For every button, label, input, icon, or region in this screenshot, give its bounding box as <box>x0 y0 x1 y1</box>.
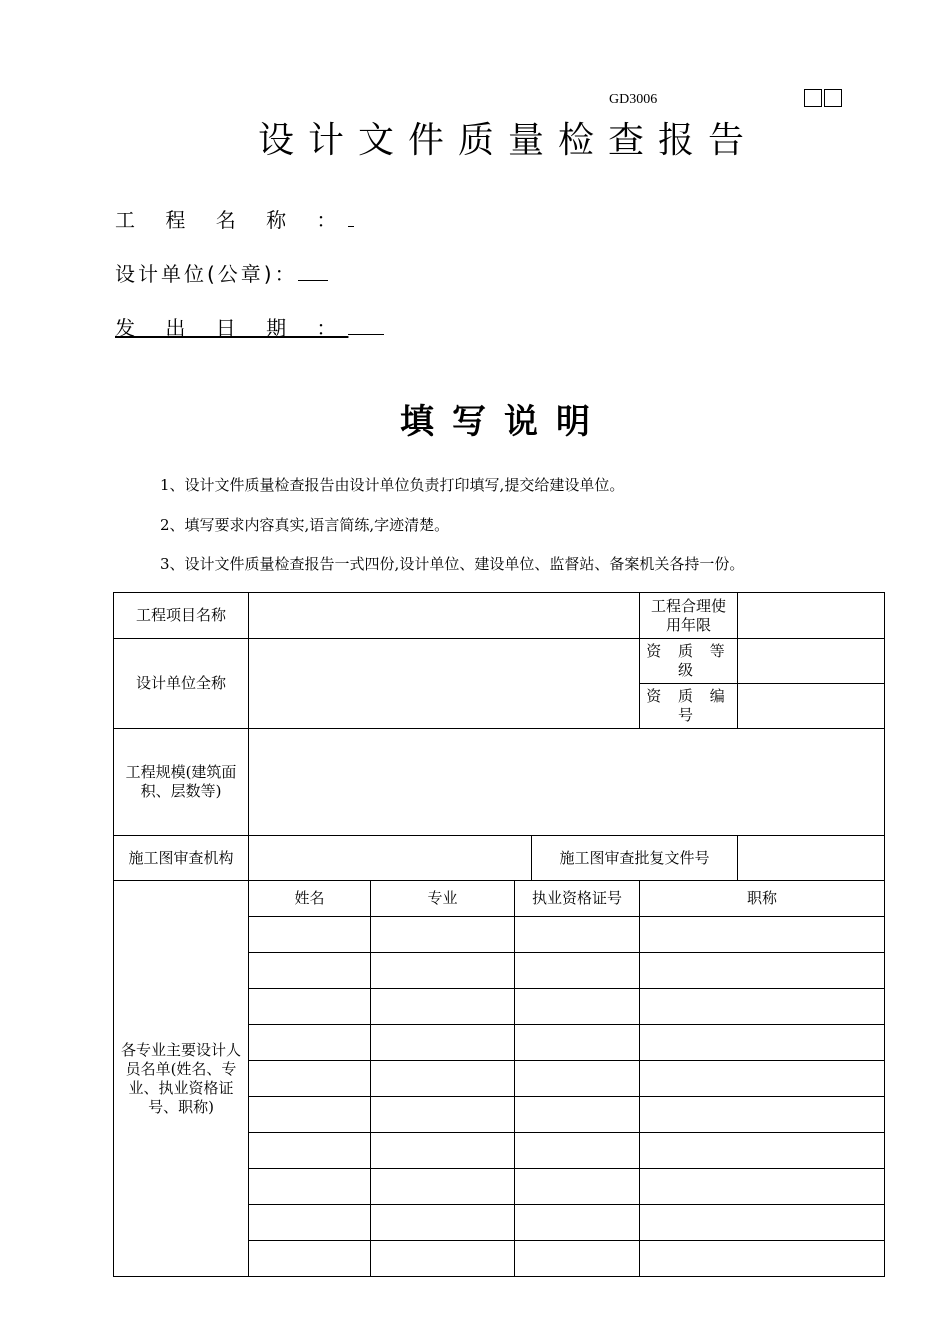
review-agency-label: 施工图审查机构 <box>114 836 249 881</box>
issue-date-field <box>115 312 384 341</box>
review-approval-doc-no-value[interactable] <box>738 836 885 881</box>
staff-cell[interactable] <box>640 1133 885 1169</box>
design-unit-full-name-value[interactable] <box>249 639 640 729</box>
staff-cell[interactable] <box>371 917 515 953</box>
staff-cell[interactable] <box>249 1061 371 1097</box>
staff-header-specialty: 专业 <box>371 881 515 917</box>
service-life-value[interactable] <box>738 593 885 639</box>
staff-cell[interactable] <box>515 1061 640 1097</box>
project-name-field <box>115 204 354 233</box>
staff-cell[interactable] <box>640 1205 885 1241</box>
project-item-name-label: 工程项目名称 <box>114 593 249 639</box>
staff-cell[interactable] <box>515 1241 640 1277</box>
empty-box-2 <box>824 89 842 107</box>
instruction-item-2: 2、填写要求内容真实,语言简练,字迹清楚。 <box>160 516 450 534</box>
instruction-item-3: 3、设计文件质量检查报告一式四份,设计单位、建设单位、监督站、备案机关各持一份。 <box>160 555 745 573</box>
staff-cell[interactable] <box>640 917 885 953</box>
report-table <box>113 592 885 1277</box>
staff-cell[interactable] <box>371 1025 515 1061</box>
project-name-label: 工 程 名 称 ： <box>115 208 349 232</box>
staff-cell[interactable] <box>515 953 640 989</box>
instructions-title: 填写说明 <box>400 402 608 442</box>
staff-cell[interactable] <box>371 1205 515 1241</box>
staff-cell[interactable] <box>371 1133 515 1169</box>
staff-cell[interactable] <box>515 989 640 1025</box>
staff-cell[interactable] <box>640 953 885 989</box>
project-scale-value[interactable] <box>249 729 885 836</box>
staff-cell[interactable] <box>249 1133 371 1169</box>
staff-cell[interactable] <box>640 989 885 1025</box>
form-code: GD3006 <box>609 92 658 107</box>
qualification-grade-value[interactable] <box>738 639 885 684</box>
staff-cell[interactable] <box>371 1169 515 1205</box>
empty-box-1 <box>804 89 822 107</box>
staff-header-license-no: 执业资格证号 <box>515 881 640 917</box>
staff-cell[interactable] <box>515 1097 640 1133</box>
staff-cell[interactable] <box>249 1205 371 1241</box>
design-unit-label: 设计单位(公章)： <box>115 262 298 286</box>
issue-date-blank[interactable] <box>348 316 384 335</box>
design-unit-blank[interactable] <box>298 262 328 281</box>
staff-cell[interactable] <box>249 953 371 989</box>
staff-cell[interactable] <box>371 989 515 1025</box>
staff-cell[interactable] <box>515 1205 640 1241</box>
staff-cell[interactable] <box>249 1097 371 1133</box>
staff-cell[interactable] <box>249 989 371 1025</box>
report-title: 设计文件质量检查报告 <box>257 120 758 161</box>
checkbox-pair <box>804 89 842 107</box>
staff-cell[interactable] <box>249 1025 371 1061</box>
staff-cell[interactable] <box>371 1061 515 1097</box>
staff-cell[interactable] <box>515 1169 640 1205</box>
staff-cell[interactable] <box>249 1241 371 1277</box>
project-name-blank[interactable] <box>348 208 354 227</box>
review-agency-value[interactable] <box>249 836 532 881</box>
qualification-grade-label: 资 质 等 级 <box>640 639 738 684</box>
project-scale-label: 工程规模(建筑面积、层数等) <box>114 729 249 836</box>
staff-cell[interactable] <box>249 917 371 953</box>
staff-cell[interactable] <box>249 1169 371 1205</box>
staff-cell[interactable] <box>515 1025 640 1061</box>
instruction-item-1: 1、设计文件质量检查报告由设计单位负责打印填写,提交给建设单位。 <box>160 476 625 494</box>
staff-cell[interactable] <box>640 1169 885 1205</box>
service-life-label: 工程合理使用年限 <box>640 593 738 639</box>
staff-cell[interactable] <box>640 1097 885 1133</box>
staff-cell[interactable] <box>371 1241 515 1277</box>
staff-header-name: 姓名 <box>249 881 371 917</box>
staff-cell[interactable] <box>515 1133 640 1169</box>
issue-date-label: 发 出 日 期 ： <box>115 316 349 340</box>
staff-cell[interactable] <box>640 1241 885 1277</box>
staff-cell[interactable] <box>371 953 515 989</box>
design-unit-field <box>115 258 328 287</box>
qualification-number-label: 资 质 编 号 <box>640 684 738 729</box>
review-approval-doc-no-label: 施工图审查批复文件号 <box>532 836 738 881</box>
project-item-name-value[interactable] <box>249 593 640 639</box>
design-unit-full-name-label: 设计单位全称 <box>114 639 249 729</box>
staff-cell[interactable] <box>640 1025 885 1061</box>
staff-header-title: 职称 <box>640 881 885 917</box>
staff-cell[interactable] <box>515 917 640 953</box>
qualification-number-value[interactable] <box>738 684 885 729</box>
staff-cell[interactable] <box>640 1061 885 1097</box>
staff-list-label: 各专业主要设计人员名单(姓名、专业、执业资格证号、职称) <box>114 881 249 1277</box>
staff-cell[interactable] <box>371 1097 515 1133</box>
